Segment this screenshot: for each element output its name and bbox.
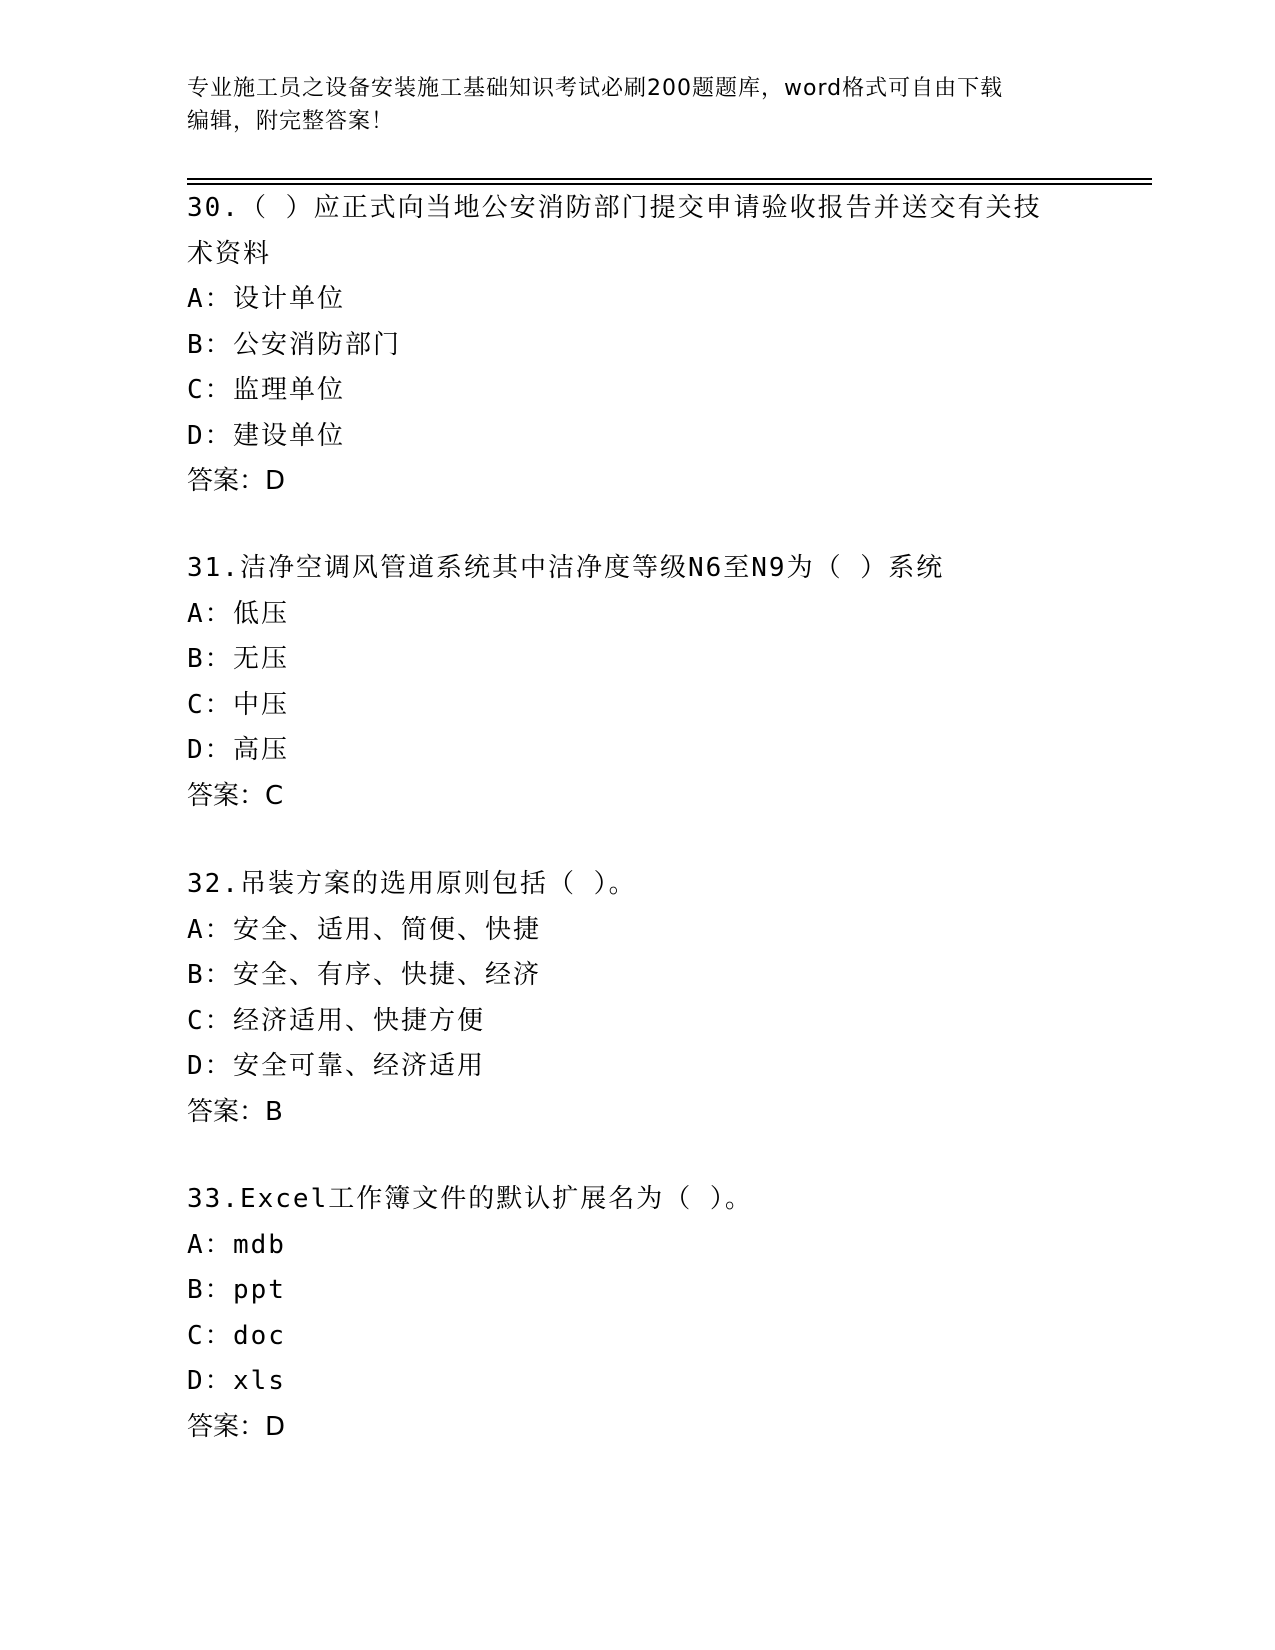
answer-line: 答案：D: [187, 466, 286, 496]
option-b: [187, 1268, 1087, 1314]
document-header: [187, 72, 1087, 138]
option-text: 低压: [233, 598, 290, 629]
question-stem: 31.洁净空调风管道系统其中洁净度等级N6至N9为（ ）系统: [187, 553, 945, 583]
option-a: [187, 592, 1087, 638]
option-letter: C：: [187, 375, 233, 405]
question-stem: 30.（ ）应正式向当地公安消防部门提交申请验收报告并送交有关技: [187, 193, 1042, 223]
option-b: [187, 953, 1087, 999]
option-text: 公安消防部门: [233, 329, 402, 360]
option-a: [187, 1223, 1087, 1269]
header-line-2: 编辑，附完整答案！: [187, 109, 395, 134]
option-letter: D：: [187, 1366, 233, 1396]
header-line-1: 专业施工员之设备安装施工基础知识考试必刷200题题库，word格式可自由下载: [187, 76, 1004, 101]
option-text: 安全、有序、快捷、经济: [233, 960, 542, 990]
option-c: [187, 999, 1087, 1045]
option-letter: A：: [187, 598, 233, 629]
answer-line: 答案：B: [187, 1096, 283, 1127]
option-letter: C：: [187, 689, 233, 720]
question-stem-continued: 术资料: [187, 238, 272, 269]
option-c: [187, 368, 1087, 414]
option-text: 设计单位: [233, 284, 346, 314]
option-text: mdb: [233, 1229, 286, 1260]
option-d: [187, 1044, 1087, 1090]
option-text: 安全可靠、经济适用: [233, 1051, 486, 1081]
option-text: 中压: [233, 689, 290, 720]
option-text: 经济适用、快捷方便: [233, 1005, 486, 1036]
option-letter: A：: [187, 914, 233, 945]
option-letter: B：: [187, 644, 233, 674]
option-letter: C：: [187, 1320, 233, 1351]
question-block: [187, 1177, 1087, 1450]
option-text: doc: [233, 1320, 286, 1351]
option-text: ppt: [233, 1275, 286, 1305]
option-letter: B：: [187, 1275, 233, 1305]
option-b: [187, 637, 1087, 683]
option-c: [187, 683, 1087, 729]
option-text: xls: [233, 1366, 286, 1396]
option-text: 建设单位: [233, 420, 346, 451]
option-c: [187, 1314, 1087, 1360]
question-stem: 32.吊装方案的选用原则包括（ ）。: [187, 869, 637, 899]
option-text: 监理单位: [233, 375, 346, 405]
question-block: [187, 186, 1087, 505]
option-d: [187, 728, 1087, 774]
answer-line: 答案：C: [187, 780, 284, 811]
option-text: 无压: [233, 644, 290, 674]
option-letter: B：: [187, 960, 233, 990]
option-a: [187, 908, 1087, 954]
answer-line: 答案：D: [187, 1411, 286, 1442]
option-b: [187, 323, 1087, 369]
option-letter: A：: [187, 1229, 233, 1260]
option-d: [187, 1359, 1087, 1405]
option-letter: D：: [187, 735, 233, 765]
question-stem: 33.Excel工作簿文件的默认扩展名为（ ）。: [187, 1184, 753, 1214]
option-letter: C：: [187, 1005, 233, 1036]
option-d: [187, 414, 1087, 460]
header-divider-bottom: [187, 183, 1152, 185]
option-text: 安全、适用、简便、快捷: [233, 914, 542, 945]
option-letter: D：: [187, 420, 233, 451]
question-block: [187, 862, 1087, 1135]
question-block: [187, 546, 1087, 819]
header-divider-top: [187, 178, 1152, 180]
option-text: 高压: [233, 735, 290, 765]
option-letter: A：: [187, 284, 233, 314]
option-a: [187, 277, 1087, 323]
option-letter: B：: [187, 329, 233, 360]
option-letter: D：: [187, 1051, 233, 1081]
